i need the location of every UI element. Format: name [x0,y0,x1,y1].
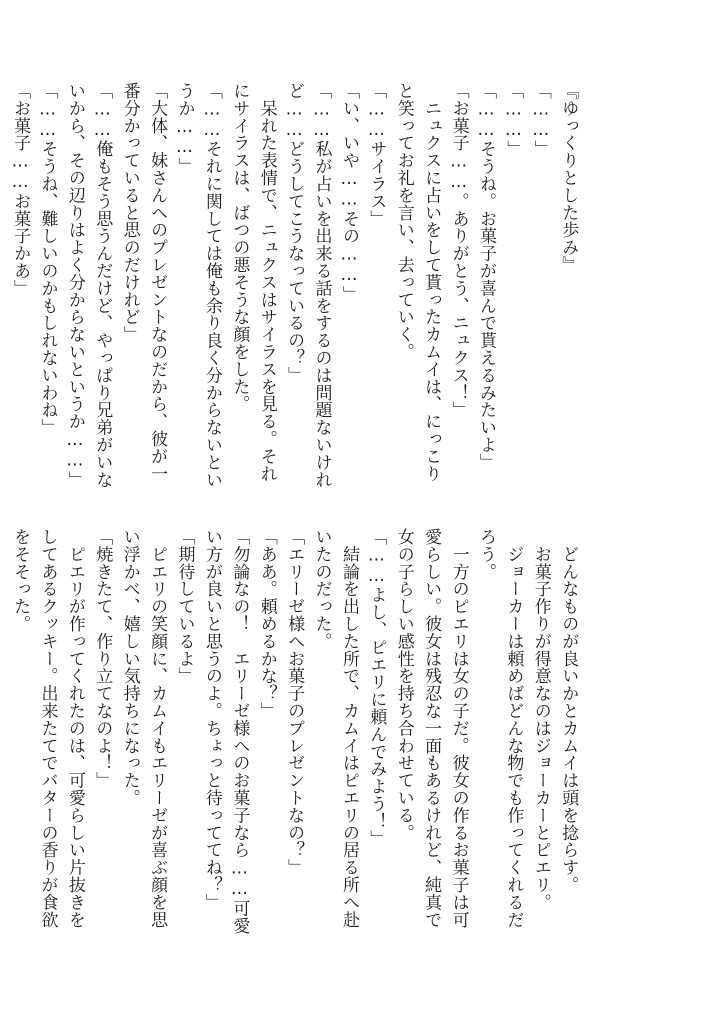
text-line: 「……」 [503,82,524,158]
text-line: 「焼きたて、作り立てなのよ！」 [92,528,113,789]
text-line: どんなものが良いかとカムイは頭を捻らす。 [558,528,579,894]
text-line: 「期待しているよ」 [174,528,195,685]
text-line: 一方のピエリは女の子だ。彼女の作るお菓子は可 [448,528,469,929]
text-line: いたのだった。 [311,528,332,650]
text-line: 「……よし、ピエリに頼んでみよう！」 [366,528,387,848]
text-line: 「大体、妹さんへのプレゼントなのだから、彼が一 [147,82,168,483]
text-line: にサイラスは、ばつの悪そうな顔をした。 [229,82,250,413]
text-line: 番分かっていると思のだけれど」 [119,82,140,343]
text-line: 「お菓子……お菓子かあ」 [10,82,31,297]
text-line: い浮かべ、嬉しい気持ちになった。 [119,528,140,807]
text-line: 「……」 [530,82,551,158]
text-line: 「お菓子……。ありがとう、ニュクス！」 [448,82,469,419]
text-line: 「……俺もそう思うんだけど、やっぱり兄弟がいな [92,82,113,489]
text-line: 呆れた表情で、ニュクスはサイラスを見る。それ [256,82,277,483]
text-line: ニュクスに占いをして貰ったカムイは、にっこり [421,82,442,483]
text-line: をそそった。 [10,528,31,633]
text-line: ろう。 [475,528,496,581]
text-line: 「……私が占いを出来る話をするのは問題ないけれ [311,82,332,489]
text-line: 「……それに関しては俺も余り良く分からないとい [201,82,222,489]
text-line: 「……サイラス」 [366,82,387,228]
text-line: お菓子作りが得意なのはジョーカーとピエリ。 [530,528,551,911]
text-line: 結論を出した所で、カムイはピエリの居る所へ赴 [338,528,359,929]
text-line: してあるクッキー。出来たてでバターの香りが食欲 [37,528,58,929]
text-line: 女の子らしい感性を持ち合わせている。 [393,528,414,842]
text-line: 「ああ。頼めるかな？」 [256,528,277,720]
text-line: い方が良いと思うのよ。ちょっと待っててね？」 [201,528,222,911]
lower-text-block [0,528,636,948]
text-line: ど……どうしてこうなっているの？」 [284,82,305,384]
text-line: と笑ってお礼を言い、去っていく。 [393,82,414,361]
text-line: 愛らしい。彼女は残忍な一面もあるけれど、純真で [421,528,442,929]
text-line: いから、その辺りはよく分からないというか……」 [64,82,85,489]
text-line: ピエリが作ってくれたのは、可愛らしい片抜きを [64,528,85,929]
text-line: 「勿論なの！ エリーゼ様へのお菓子なら……可愛 [229,528,250,935]
text-line: 「エリーゼ様へお菓子のプレゼントなの？」 [284,528,305,876]
text-line: うか……」 [174,82,195,175]
text-line: 「……そうね。お菓子が喜んで貰えるみたいよ」 [475,82,496,471]
text-line: 『ゆっくりとした歩み』 [558,82,579,274]
upper-text-block [0,82,636,489]
text-line: 「い、いや……その……」 [338,82,359,303]
text-line: ジョーカーは頼めばどんな物でも作ってくれるだ [503,528,524,929]
text-line: ピエリの笑顔に、カムイもエリーゼが喜ぶ顔を思 [147,528,168,929]
text-line: 「……そうね、難しいのかもしれないわね」 [37,82,58,436]
